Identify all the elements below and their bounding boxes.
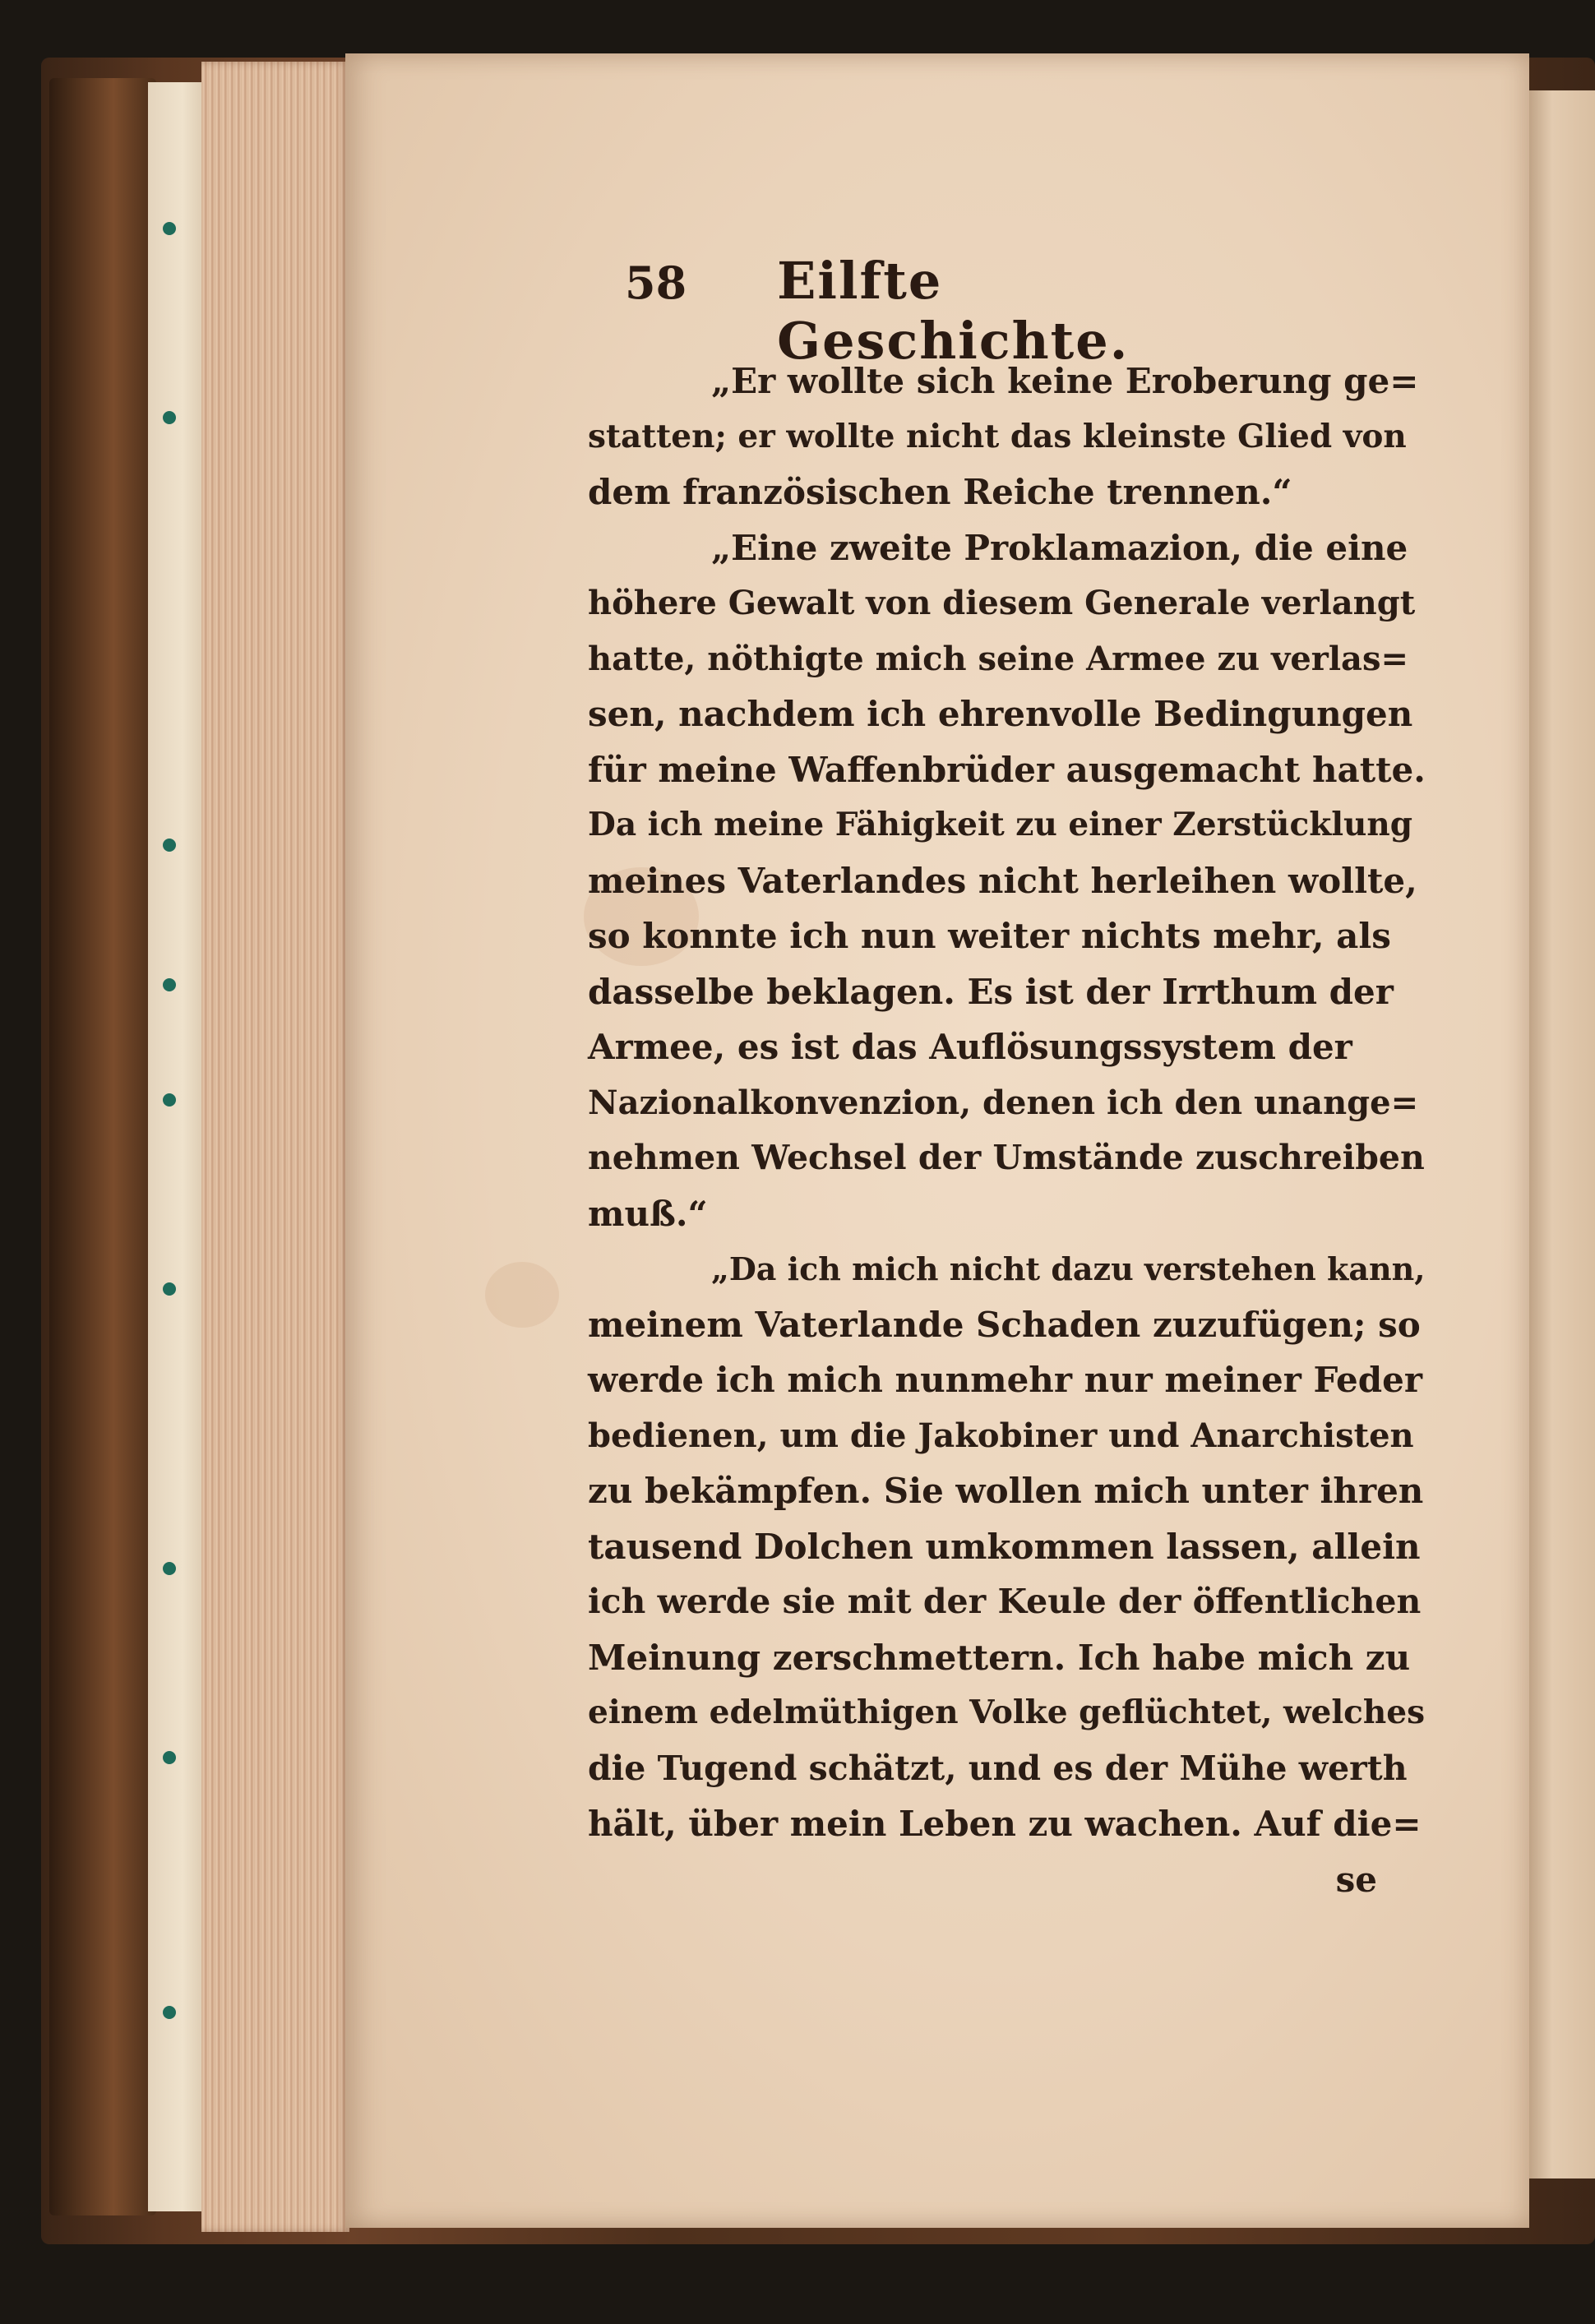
text-line: muß.“: [588, 1193, 708, 1234]
text-line: einem edelmüthigen Volke geflüchtet, welches: [588, 1693, 1426, 1731]
marbling-dot: [163, 1282, 176, 1296]
text-line: nehmen Wechsel der Umstände zuschreiben: [588, 1138, 1425, 1177]
facing-page-edge: [1529, 90, 1595, 2178]
marbling-dot: [163, 1562, 176, 1575]
page-header: [625, 251, 1299, 371]
body-text: [588, 353, 1426, 1907]
marbled-endpaper: [148, 82, 206, 2211]
text-line: hält, über mein Leben zu wachen. Auf die=: [588, 1804, 1422, 1844]
marbling-dot: [163, 222, 176, 235]
marbling-dot: [163, 1751, 176, 1764]
text-line: Nazionalkonvenzion, denen ich den unange=: [588, 1083, 1419, 1122]
text-line: statten; er wollte nicht das kleinste Glied von: [588, 417, 1407, 455]
text-line: Da ich meine Fähigkeit zu einer Zerstücklung: [588, 806, 1413, 843]
text-line: tausend Dolchen umkommen lassen, allein: [588, 1526, 1421, 1567]
page-number: 58: [625, 256, 687, 309]
text-line: so konnte ich nun weiter nichts mehr, als: [588, 916, 1391, 956]
text-line: dem französischen Reiche trennen.“: [588, 472, 1292, 512]
text-line: Meinung zerschmettern. Ich habe mich zu: [588, 1637, 1411, 1678]
marbling-dot: [163, 1093, 176, 1107]
text-line: zu bekämpfen. Sie wollen mich unter ihren: [588, 1471, 1424, 1511]
text-line: bedienen, um die Jakobiner und Anarchisten: [588, 1416, 1414, 1455]
text-line: „Da ich mich nicht dazu verstehen kann,: [711, 1250, 1426, 1287]
text-line: für meine Waffenbrüder ausgemacht hatte.: [588, 749, 1426, 790]
cover-edge: [49, 78, 156, 2215]
text-line: meinem Vaterlande Schaden zuzufügen; so: [588, 1304, 1421, 1345]
paper-stain: [485, 1262, 559, 1328]
text-line: dasselbe beklagen. Es ist der Irrthum der: [588, 971, 1394, 1012]
text-line: höhere Gewalt von diesem Generale verlangt: [588, 584, 1416, 622]
text-line: meines Vaterlandes nicht herleihen wollte,: [588, 860, 1417, 901]
marbling-dot: [163, 839, 176, 852]
text-line: „Er wollte sich keine Eroberung ge=: [711, 361, 1419, 401]
text-line: sen, nachdem ich ehrenvolle Bedingungen: [588, 694, 1413, 734]
catchword: se: [1335, 1859, 1377, 1900]
text-line: die Tugend schätzt, und es der Mühe werth: [588, 1748, 1408, 1788]
running-title: Eilfte Geschichte.: [777, 251, 1130, 371]
text-line: werde ich mich nunmehr nur meiner Feder: [588, 1360, 1422, 1400]
text-line: ich werde sie mit der Keule der öffentlichen: [588, 1582, 1422, 1621]
marbling-dot: [163, 978, 176, 991]
page-block-edge: [201, 62, 349, 2232]
text-line: Armee, es ist das Auflösungssystem der: [588, 1027, 1352, 1067]
text-line: hatte, nöthigte mich seine Armee zu verlas=: [588, 639, 1408, 678]
marbling-dot: [163, 2006, 176, 2019]
text-line: „Eine zweite Proklamazion, die eine: [711, 527, 1408, 568]
marbling-dot: [163, 411, 176, 424]
